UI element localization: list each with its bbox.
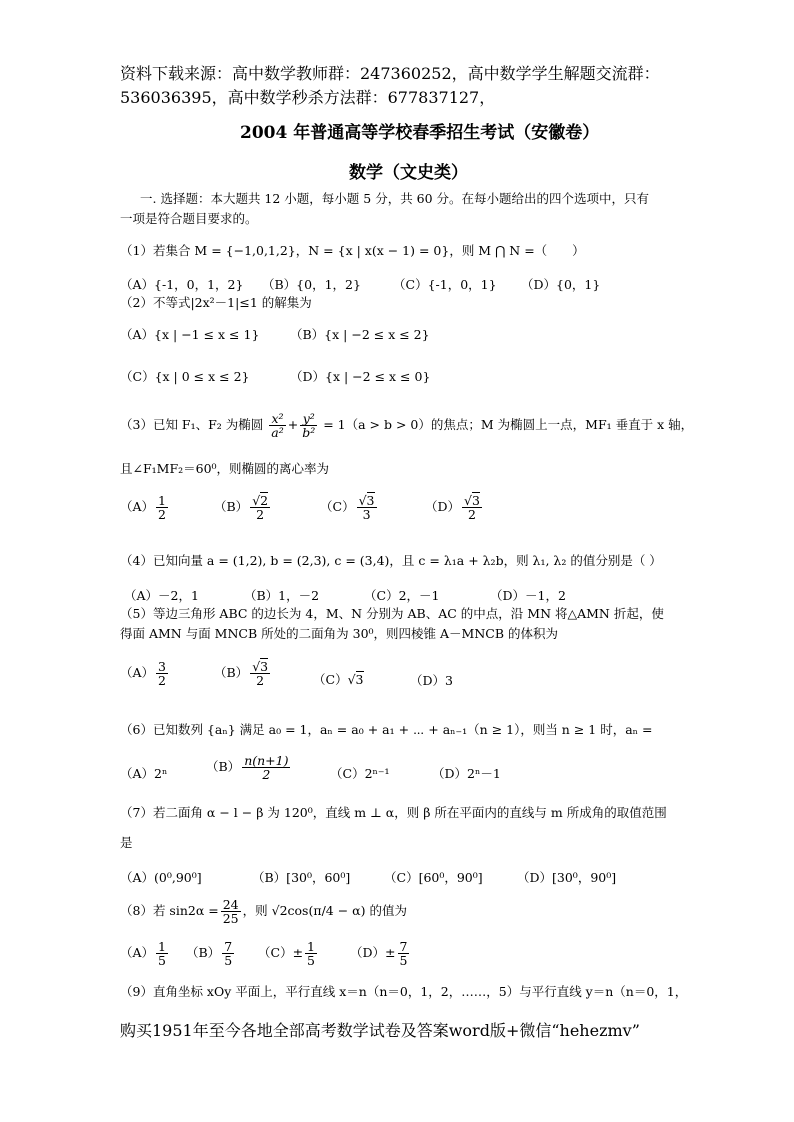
q7-option-a: （A）(0⁰,90⁰]: [120, 870, 202, 885]
q5-line-1: （5）等边三角形 ABC 的边长为 4，M、N 分别为 AB、AC 的中点，沿 MN 将△AMN 折起，使: [120, 606, 664, 621]
q1-option-c: （C）{-1，0，1}: [393, 277, 497, 292]
instructions-line-1: 一. 选择题：本大题共 12 小题，每小题 5 分，共 60 分。在每小题给出的四个选项中，只有: [140, 191, 650, 206]
q3-ellipse-y-fraction: $\frac{\text{y²}}{\text{b²}}$: [302, 411, 316, 441]
q8-sin-fraction: $\frac{24}{25}$: [222, 897, 239, 927]
q4-option-c: （C）2，－1: [364, 588, 440, 603]
q6-option-b: （B） $\frac{n(n+1)}{2}$: [206, 753, 289, 783]
q3-ellipse-x-fraction: $\frac{\text{x²}}{\text{a²}}$: [271, 411, 284, 441]
q4-stem: （4）已知向量 a = (1,2), b = (2,3), c = (3,4)，且 c = λ₁a + λ₂b，则 λ₁, λ₂ 的值分别是（ ）: [120, 553, 662, 568]
q6-option-a: （A）2ⁿ: [120, 766, 168, 781]
q2-option-d: （D）{x | −2 ≤ x ≤ 0}: [290, 369, 431, 384]
q4-option-b: （B）1，－2: [244, 588, 320, 603]
q5-option-a: （A） $\frac{3}{2}$: [120, 659, 166, 689]
q8-option-b: （B） $\frac{7}{5}$: [186, 939, 233, 969]
q4-option-d: （D）－1，2: [490, 588, 566, 603]
q5-line-2: 得面 AMN 与面 MNCB 所处的二面角为 30⁰，则四棱锥 A－MNCB 的体积为: [120, 626, 558, 641]
q7-line-1: （7）若二面角 α − l − β 为 120⁰，直线 m ⊥ α，则 β 所在平面内的直线与 m 所成角的取值范围: [120, 805, 667, 820]
q5-option-c: （C）√3: [313, 672, 364, 687]
q1-option-d: （D）{0，1}: [521, 277, 601, 292]
q6-stem: （6）已知数列 {aₙ} 满足 a₀ = 1，aₙ = a₀ + a₁ + ⋯ + aₙ₋₁（n ≥ 1），则当 n ≥ 1 时，aₙ =: [120, 722, 653, 737]
q4-option-a: （A）－2，1: [124, 588, 199, 603]
header-line-1: 资料下载来源：高中数学教师群：247360252，高中数学学生解题交流群：: [120, 64, 660, 83]
q7-line-2: 是: [120, 835, 133, 850]
q1-stem: （1）若集合 M = {−1,0,1,2}，N = {x | x(x − 1) = 0}，则 M ⋂ N =（ ）: [120, 243, 585, 258]
q2-option-a: （A）{x | −1 ≤ x ≤ 1}: [120, 327, 260, 342]
q3-option-c: （C） $\frac{√3}{3}$: [320, 493, 375, 523]
q8-stem: （8）若 sin2α = $\frac{24}{25}$ ，则 √2cos(π/4 − α) 的值为: [120, 897, 407, 927]
q7-option-b: （B）[30⁰，60⁰]: [252, 870, 351, 885]
header-line-2: 536036395，高中数学秒杀方法群：677837127，: [120, 88, 496, 107]
q3-stem: （3）已知 F₁、F₂ 为椭圆 $\frac{\text{x²}}{\text{a²}}$ + $\frac{\text{y²}}{\text{b²}}$ = 1（a > b > 0）的焦点；M 为椭圆上一点，MF₁ 垂直于 x 轴，: [120, 411, 694, 441]
q8-option-d: （D）± $\frac{7}{5}$: [350, 939, 408, 969]
q1-option-b: （B）{0，1，2}: [262, 277, 361, 292]
q7-option-c: （C）[60⁰，90⁰]: [384, 870, 483, 885]
exam-title: 2004 年普通高等学校春季招生考试（安徽卷）: [240, 123, 600, 143]
q2-stem: （2）不等式|2x²－1|≤1 的解集为: [120, 295, 312, 310]
q7-option-d: （D）[30⁰，90⁰]: [517, 870, 617, 885]
q3-stem-pre: （3）已知 F₁、F₂ 为椭圆: [120, 417, 264, 433]
q6-option-d: （D）2ⁿ－1: [432, 766, 501, 781]
q6-option-c: （C）2ⁿ⁻¹: [330, 766, 390, 781]
q3-option-a: （A） $\frac{1}{2}$: [120, 493, 166, 523]
q3-option-d: （D） $\frac{√3}{2}$: [425, 493, 480, 523]
q9-line-1: （9）直角坐标 xOy 平面上，平行直线 x＝n（n＝0，1，2，……，5）与平行直线 y＝n（n＝0，1，: [120, 984, 688, 999]
q5-option-b: （B） $\frac{√3}{2}$: [214, 659, 269, 689]
instructions-line-2: 一项是符合题目要求的。: [120, 211, 258, 226]
q2-option-b: （B）{x | −2 ≤ x ≤ 2}: [290, 327, 430, 342]
exam-subtitle: 数学（文史类）: [349, 163, 468, 183]
q5-option-d: （D）3: [410, 673, 453, 688]
q3-line-2: 且∠F₁MF₂＝60⁰，则椭圆的离心率为: [120, 461, 330, 476]
footer-ad: 购买1951年至今各地全部高考数学试卷及答案word版+微信“hehezmv”: [120, 1021, 640, 1040]
q2-option-c: （C）{x | 0 ≤ x ≤ 2}: [120, 369, 250, 384]
q8-option-a: （A） $\frac{1}{5}$: [120, 939, 166, 969]
q8-option-c: （C）± $\frac{1}{5}$: [258, 939, 315, 969]
q1-option-a: （A）{-1，0，1，2}: [120, 277, 244, 292]
q3-option-b: （B） $\frac{√2}{2}$: [214, 493, 269, 523]
q3-stem-mid: = 1（a > b > 0）的焦点；M 为椭圆上一点，MF₁ 垂直于 x 轴，: [323, 417, 694, 433]
